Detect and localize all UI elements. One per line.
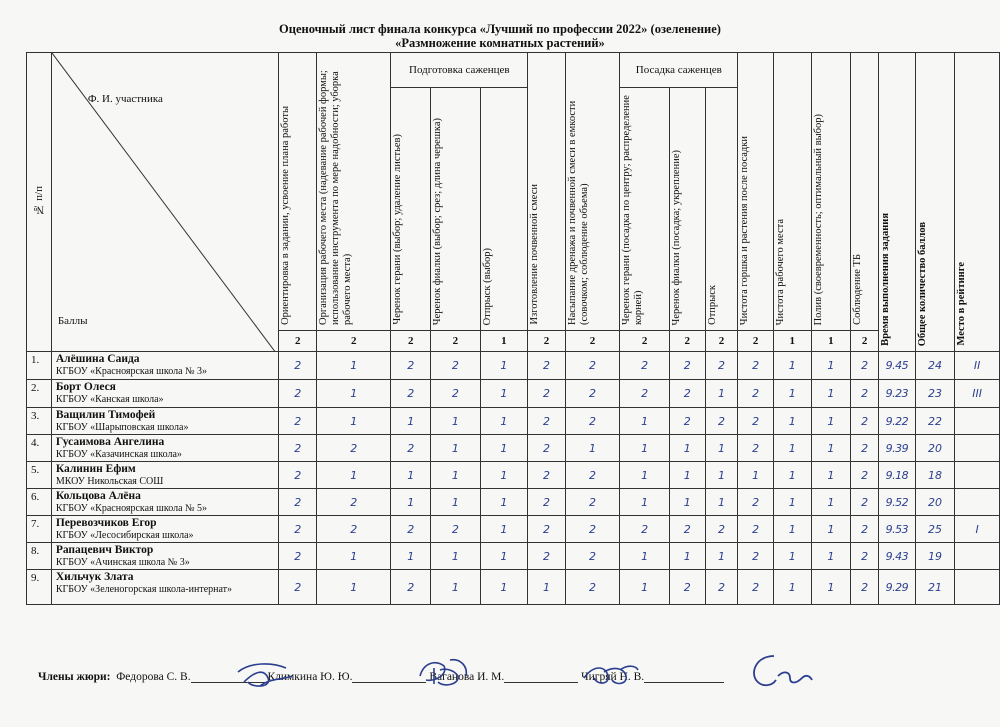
participant-name: Перевозчиков Егор bbox=[55, 517, 157, 529]
participant-school: КГБОУ «Шарыповская школа» bbox=[55, 422, 189, 433]
score-cell: 1 bbox=[431, 570, 481, 605]
sheet-title: Оценочный лист финала конкурса «Лучший по профессии 2022» (озеленение) bbox=[279, 22, 721, 36]
max-points: 2 bbox=[279, 331, 317, 352]
fio-header bbox=[51, 53, 279, 352]
table-row bbox=[27, 543, 1000, 570]
participant-cell bbox=[51, 435, 279, 462]
col-header: Соблюдение ТБ bbox=[851, 53, 879, 331]
score-cell: 1 bbox=[773, 435, 811, 462]
points-label: Баллы bbox=[57, 315, 88, 327]
score-cell: 1 bbox=[811, 435, 851, 462]
score-cell: 2 bbox=[279, 408, 317, 435]
total-cell: 19 bbox=[915, 543, 955, 570]
participant-name: Борт Олеся bbox=[55, 381, 116, 393]
score-cell: 1 bbox=[480, 462, 528, 489]
score-cell: 2 bbox=[851, 380, 879, 408]
max-points: 2 bbox=[391, 331, 431, 352]
score-cell: 1 bbox=[431, 543, 481, 570]
time-cell: 9.23 bbox=[878, 380, 915, 408]
participant-cell bbox=[51, 489, 279, 516]
total-cell: 24 bbox=[915, 352, 955, 380]
col-header: Отпрыск (выбор) bbox=[480, 88, 528, 331]
score-cell: 1 bbox=[317, 408, 391, 435]
place-cell: III bbox=[955, 380, 1000, 408]
participant-cell bbox=[51, 516, 279, 543]
score-cell: 2 bbox=[317, 489, 391, 516]
signature-vaganova bbox=[580, 656, 640, 692]
score-cell: 2 bbox=[738, 352, 774, 380]
score-cell: 1 bbox=[480, 408, 528, 435]
score-cell: 1 bbox=[480, 516, 528, 543]
score-cell: 2 bbox=[738, 570, 774, 605]
score-cell: 1 bbox=[705, 489, 738, 516]
place-cell bbox=[955, 462, 1000, 489]
col-header: Черенок герани (выбор; удаление листьев) bbox=[391, 88, 431, 331]
participant-school: КГБОУ «Красноярская школа № 3» bbox=[55, 366, 208, 377]
score-cell: 2 bbox=[528, 380, 566, 408]
header-row-groups bbox=[27, 53, 1000, 88]
score-cell: 2 bbox=[669, 352, 705, 380]
score-cell: 2 bbox=[669, 570, 705, 605]
score-cell: 2 bbox=[669, 380, 705, 408]
score-cell: 2 bbox=[565, 352, 620, 380]
score-cell: 2 bbox=[851, 489, 879, 516]
score-cell: 2 bbox=[528, 516, 566, 543]
score-cell: 2 bbox=[279, 352, 317, 380]
score-cell: 2 bbox=[279, 380, 317, 408]
max-points: 2 bbox=[565, 331, 620, 352]
score-cell: 2 bbox=[528, 352, 566, 380]
score-cell: 2 bbox=[279, 516, 317, 543]
score-cell: 1 bbox=[811, 380, 851, 408]
score-cell: 1 bbox=[705, 435, 738, 462]
score-cell: 1 bbox=[620, 435, 670, 462]
num-header: № п/п bbox=[27, 53, 52, 352]
time-cell: 9.29 bbox=[878, 570, 915, 605]
score-cell: 1 bbox=[431, 489, 481, 516]
jury-member: Чигряй Н. В. bbox=[581, 671, 645, 683]
time-cell: 9.53 bbox=[878, 516, 915, 543]
score-cell: 2 bbox=[565, 543, 620, 570]
signature-line bbox=[504, 671, 578, 683]
score-cell: 2 bbox=[565, 516, 620, 543]
row-number: 4. bbox=[27, 435, 52, 462]
row-number: 8. bbox=[27, 543, 52, 570]
score-cell: 1 bbox=[431, 462, 481, 489]
table-row bbox=[27, 408, 1000, 435]
total-cell: 20 bbox=[915, 435, 955, 462]
participant-name: Алёшина Саида bbox=[55, 353, 140, 365]
score-cell: 1 bbox=[565, 435, 620, 462]
participant-cell bbox=[51, 462, 279, 489]
fio-label: Ф. И. участника bbox=[87, 93, 163, 105]
score-cell: 2 bbox=[705, 408, 738, 435]
place-cell: II bbox=[955, 352, 1000, 380]
score-cell: 1 bbox=[773, 570, 811, 605]
participant-school: КГБОУ «Казачинская школа» bbox=[55, 449, 182, 460]
score-cell: 2 bbox=[279, 543, 317, 570]
score-cell: 2 bbox=[391, 516, 431, 543]
score-cell: 1 bbox=[773, 516, 811, 543]
score-cell: 2 bbox=[431, 352, 481, 380]
score-cell: 1 bbox=[811, 352, 851, 380]
score-cell: 2 bbox=[705, 352, 738, 380]
signature-chigryai bbox=[744, 650, 814, 694]
place-cell bbox=[955, 435, 1000, 462]
score-cell: 1 bbox=[391, 489, 431, 516]
score-cell: 1 bbox=[811, 408, 851, 435]
participant-school: КГБОУ «Ачинская школа № 3» bbox=[55, 557, 190, 568]
jury-member: Ваганова И. М. bbox=[429, 671, 505, 683]
score-cell: 2 bbox=[528, 543, 566, 570]
row-number: 3. bbox=[27, 408, 52, 435]
score-cell: 1 bbox=[620, 489, 670, 516]
col-header-total: Общее количество баллов bbox=[915, 53, 955, 352]
row-number: 1. bbox=[27, 352, 52, 380]
jury-member: Климкина Ю. Ю. bbox=[267, 671, 353, 683]
score-cell: 2 bbox=[565, 462, 620, 489]
score-cell: 2 bbox=[851, 408, 879, 435]
score-cell: 2 bbox=[528, 489, 566, 516]
score-cell: 1 bbox=[773, 408, 811, 435]
score-cell: 2 bbox=[391, 352, 431, 380]
score-cell: 2 bbox=[391, 570, 431, 605]
score-cell: 2 bbox=[705, 516, 738, 543]
participant-cell bbox=[51, 543, 279, 570]
score-cell: 2 bbox=[565, 380, 620, 408]
score-cell: 2 bbox=[851, 516, 879, 543]
score-cell: 2 bbox=[391, 435, 431, 462]
score-cell: 1 bbox=[317, 352, 391, 380]
participant-school: МКОУ Никольская СОШ bbox=[55, 476, 164, 487]
row-number: 9. bbox=[27, 570, 52, 605]
score-cell: 2 bbox=[528, 435, 566, 462]
score-cell: 2 bbox=[738, 435, 774, 462]
place-cell bbox=[955, 570, 1000, 605]
participant-name: Калинин Ефим bbox=[55, 463, 136, 475]
max-points: 2 bbox=[528, 331, 566, 352]
col-header: Насыпание дренажа и почвенной смеси в емкости (совочком; соблюдение объема) bbox=[565, 53, 620, 331]
score-cell: 1 bbox=[480, 435, 528, 462]
col-header: Черенок фиалки (посадка; укрепление) bbox=[669, 88, 705, 331]
participant-school: КГБОУ «Зеленогорская школа-интернат» bbox=[55, 584, 233, 595]
score-cell: 1 bbox=[480, 489, 528, 516]
max-points: 1 bbox=[480, 331, 528, 352]
row-number: 2. bbox=[27, 380, 52, 408]
score-cell: 2 bbox=[705, 570, 738, 605]
total-cell: 20 bbox=[915, 489, 955, 516]
total-cell: 18 bbox=[915, 462, 955, 489]
score-cell: 1 bbox=[480, 380, 528, 408]
max-points: 2 bbox=[738, 331, 774, 352]
score-cell: 2 bbox=[317, 435, 391, 462]
score-cell: 1 bbox=[317, 570, 391, 605]
col-header: Черенок герани (посадка по центру; распределение корней) bbox=[620, 88, 670, 331]
score-cell: 1 bbox=[620, 543, 670, 570]
participant-name: Кольцова Алёна bbox=[55, 490, 141, 502]
score-cell: 2 bbox=[620, 380, 670, 408]
score-cell: 1 bbox=[391, 408, 431, 435]
score-cell: 1 bbox=[669, 543, 705, 570]
score-cell: 1 bbox=[811, 570, 851, 605]
score-cell: 2 bbox=[738, 408, 774, 435]
score-cell: 2 bbox=[317, 516, 391, 543]
score-cell: 1 bbox=[317, 462, 391, 489]
participant-name: Рапацевич Виктор bbox=[55, 544, 154, 556]
score-cell: 2 bbox=[528, 462, 566, 489]
score-cell: 1 bbox=[431, 435, 481, 462]
score-cell: 2 bbox=[851, 462, 879, 489]
max-points: 2 bbox=[431, 331, 481, 352]
col-header-place: Место в рейтинге bbox=[955, 53, 1000, 352]
participant-name: Ващилин Тимофей bbox=[55, 409, 156, 421]
score-cell: 2 bbox=[738, 543, 774, 570]
score-cell: 2 bbox=[851, 435, 879, 462]
score-cell: 1 bbox=[705, 462, 738, 489]
score-table bbox=[26, 52, 1000, 605]
score-cell: 1 bbox=[669, 435, 705, 462]
score-cell: 2 bbox=[279, 570, 317, 605]
jury-label: Члены жюри: bbox=[38, 671, 111, 683]
score-cell: 1 bbox=[773, 352, 811, 380]
diagonal-line bbox=[52, 53, 279, 352]
row-number: 6. bbox=[27, 489, 52, 516]
score-cell: 1 bbox=[773, 489, 811, 516]
score-cell: 2 bbox=[620, 352, 670, 380]
participant-school: КГБОУ «Красноярская школа № 5» bbox=[55, 503, 208, 514]
score-cell: 2 bbox=[851, 570, 879, 605]
score-cell: 2 bbox=[279, 435, 317, 462]
participant-cell bbox=[51, 570, 279, 605]
table-row bbox=[27, 352, 1000, 380]
score-cell: 1 bbox=[431, 408, 481, 435]
time-cell: 9.22 bbox=[878, 408, 915, 435]
place-cell bbox=[955, 489, 1000, 516]
sheet-subtitle: «Размножение комнатных растений» bbox=[395, 36, 605, 50]
score-cell: 2 bbox=[669, 408, 705, 435]
score-cell: 2 bbox=[851, 352, 879, 380]
signature-klimkina bbox=[414, 654, 474, 694]
score-cell: 1 bbox=[317, 543, 391, 570]
col-header-time: Время выполнения задания bbox=[878, 53, 915, 352]
participant-cell bbox=[51, 380, 279, 408]
group-header-podgotovka: Подготовка саженцев bbox=[391, 53, 528, 88]
group-header-posadka: Посадка саженцев bbox=[620, 53, 738, 88]
time-cell: 9.39 bbox=[878, 435, 915, 462]
jury-member: Федорова С. В. bbox=[116, 671, 191, 683]
col-header: Изготовление почвенной смеси bbox=[528, 53, 566, 331]
max-points: 2 bbox=[851, 331, 879, 352]
place-cell: I bbox=[955, 516, 1000, 543]
score-cell: 1 bbox=[705, 543, 738, 570]
total-cell: 21 bbox=[915, 570, 955, 605]
score-cell: 2 bbox=[565, 570, 620, 605]
max-points: 1 bbox=[773, 331, 811, 352]
score-cell: 2 bbox=[431, 380, 481, 408]
table-row bbox=[27, 435, 1000, 462]
score-cell: 1 bbox=[620, 408, 670, 435]
score-cell: 2 bbox=[431, 516, 481, 543]
max-points: 2 bbox=[620, 331, 670, 352]
col-header: Полив (своевременность; оптимальный выбор) bbox=[811, 53, 851, 331]
table-row bbox=[27, 380, 1000, 408]
score-cell: 1 bbox=[773, 543, 811, 570]
col-header: Ориентировка в задании, усвоение плана работы bbox=[279, 53, 317, 331]
score-cell: 1 bbox=[773, 462, 811, 489]
score-cell: 1 bbox=[811, 543, 851, 570]
participant-cell bbox=[51, 352, 279, 380]
participant-name: Хильчук Злата bbox=[55, 571, 134, 583]
table-row bbox=[27, 516, 1000, 543]
participant-name: Гусаимова Ангелина bbox=[55, 436, 165, 448]
score-cell: 1 bbox=[620, 570, 670, 605]
max-points: 2 bbox=[669, 331, 705, 352]
participant-school: КГБОУ «Канская школа» bbox=[55, 394, 164, 405]
score-cell: 1 bbox=[738, 462, 774, 489]
score-cell: 1 bbox=[773, 380, 811, 408]
score-cell: 1 bbox=[669, 489, 705, 516]
max-points: 2 bbox=[317, 331, 391, 352]
table-row bbox=[27, 489, 1000, 516]
row-number: 7. bbox=[27, 516, 52, 543]
score-cell: 1 bbox=[317, 380, 391, 408]
score-cell: 1 bbox=[811, 516, 851, 543]
score-cell: 2 bbox=[738, 516, 774, 543]
table-row bbox=[27, 570, 1000, 605]
signature-fedorova bbox=[230, 658, 300, 694]
col-header: Черенок фиалки (выбор; срез; длина черешка) bbox=[431, 88, 481, 331]
score-cell: 1 bbox=[528, 570, 566, 605]
score-cell: 2 bbox=[528, 408, 566, 435]
participant-cell bbox=[51, 408, 279, 435]
place-cell bbox=[955, 543, 1000, 570]
score-cell: 1 bbox=[669, 462, 705, 489]
score-cell: 1 bbox=[480, 570, 528, 605]
score-cell: 1 bbox=[620, 462, 670, 489]
time-cell: 9.18 bbox=[878, 462, 915, 489]
time-cell: 9.52 bbox=[878, 489, 915, 516]
col-header: Чистота рабочего места bbox=[773, 53, 811, 331]
row-number: 5. bbox=[27, 462, 52, 489]
participant-rows bbox=[27, 352, 1000, 605]
score-cell: 1 bbox=[391, 462, 431, 489]
score-cell: 2 bbox=[565, 408, 620, 435]
total-cell: 25 bbox=[915, 516, 955, 543]
score-cell: 2 bbox=[279, 489, 317, 516]
signature-line bbox=[644, 671, 724, 683]
max-points: 2 bbox=[705, 331, 738, 352]
score-cell: 1 bbox=[705, 380, 738, 408]
col-header: Организация рабочего места (надевание рабочей формы; использование инструмента по мере надобности; уборка рабочего места) bbox=[317, 53, 391, 331]
place-cell bbox=[955, 408, 1000, 435]
score-cell: 1 bbox=[480, 543, 528, 570]
score-cell: 1 bbox=[811, 489, 851, 516]
participant-school: КГБОУ «Лесосибирская школа» bbox=[55, 530, 194, 541]
table-row bbox=[27, 462, 1000, 489]
total-cell: 23 bbox=[915, 380, 955, 408]
time-cell: 9.45 bbox=[878, 352, 915, 380]
score-cell: 1 bbox=[480, 352, 528, 380]
score-cell: 1 bbox=[811, 462, 851, 489]
score-cell: 2 bbox=[565, 489, 620, 516]
total-cell: 22 bbox=[915, 408, 955, 435]
score-cell: 2 bbox=[738, 489, 774, 516]
score-cell: 2 bbox=[738, 380, 774, 408]
time-cell: 9.43 bbox=[878, 543, 915, 570]
score-cell: 1 bbox=[391, 543, 431, 570]
score-cell: 2 bbox=[620, 516, 670, 543]
score-cell: 2 bbox=[851, 543, 879, 570]
score-cell: 2 bbox=[669, 516, 705, 543]
score-cell: 2 bbox=[391, 380, 431, 408]
col-header: Чистота горшка и растения после посадки bbox=[738, 53, 774, 331]
score-cell: 2 bbox=[279, 462, 317, 489]
col-header: Отпрыск bbox=[705, 88, 738, 331]
max-points: 1 bbox=[811, 331, 851, 352]
